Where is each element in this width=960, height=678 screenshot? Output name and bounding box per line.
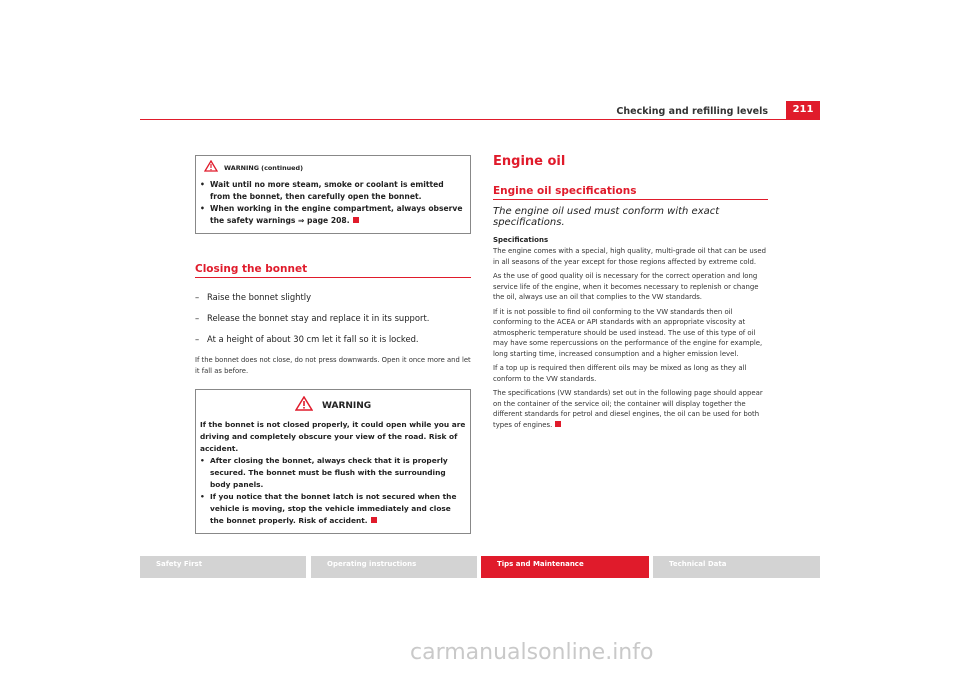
list-item: • Wait until no more steam, smoke or coolant is emitted from the bonnet, then carefully open the bonnet. xyxy=(200,179,466,203)
list-item: • When working in the engine compartment, always observe the safety warnings ⇒ page 208. xyxy=(200,204,463,225)
note-text: If the bonnet does not close, do not press downwards. Open it once more and let it fall as before. xyxy=(195,356,471,375)
lead-text: The engine oil used must conform with exact specifications. xyxy=(493,206,720,228)
section-title: Engine oil specifications xyxy=(493,185,768,200)
specifications-heading: Specifications xyxy=(493,236,549,244)
footer-tab-safety-first[interactable] xyxy=(140,556,306,578)
paragraph: If a top up is required then different oils may be mixed as long as they all conform to the VW standards. xyxy=(493,364,747,383)
watermark: carmanualsonline.info xyxy=(410,640,654,665)
warning-triangle-icon xyxy=(295,396,313,415)
footer-tab-technical-data[interactable] xyxy=(653,556,820,578)
warning-continued-label: WARNING (continued) xyxy=(224,164,303,172)
step-text: At a height of about 30 cm let it fall so it is locked. xyxy=(207,334,419,344)
warning-triangle-icon xyxy=(204,160,218,176)
warning-header xyxy=(200,396,466,415)
warning-continued-box xyxy=(195,155,471,234)
page-number: 211 xyxy=(786,101,820,119)
section-title: Closing the bonnet xyxy=(195,263,471,278)
warning-intro: If the bonnet is not closed properly, it could open while you are driving and completely obscure your view of the road. Risk of accident. xyxy=(200,420,466,453)
list-item: • After closing the bonnet, always check that it is properly secured. The bonnet must be flush with the surrounding body panels. xyxy=(200,455,466,491)
step-item: – At a height of about 30 cm let it fall so it is locked. xyxy=(195,334,419,344)
header-rule xyxy=(140,119,820,120)
paragraph: If it is not possible to find oil conforming to the VW standards then oil conforming to the ACEA or API standards with an appropriate viscosity at atmospheric temperature should be used instead. The use of this type of oil may have some repercussions on the performance of the engine for example, long starting time, increased consumption and a higher emission level. xyxy=(493,307,763,358)
left-column xyxy=(195,155,471,534)
end-mark-icon xyxy=(353,217,359,223)
warning-continued-header xyxy=(204,160,466,176)
footer-tab-operating-instructions[interactable] xyxy=(311,556,477,578)
end-mark-icon xyxy=(371,517,377,523)
step-item: – Release the bonnet stay and replace it in its support. xyxy=(195,313,430,323)
bullet-text: When working in the engine compartment, always observe the safety warnings ⇒ page 208. xyxy=(210,204,463,225)
bullet-text: Wait until no more steam, smoke or coolant is emitted from the bonnet, then carefully open the bonnet. xyxy=(210,180,444,201)
step-text: Raise the bonnet slightly xyxy=(207,292,312,302)
paragraph: The engine comes with a special, high quality, multi-grade oil that can be used in all seasons of the year except for those regions affected by extreme cold. xyxy=(493,247,766,266)
footer-tab-label: Safety First xyxy=(156,560,203,568)
footer-tab-label: Technical Data xyxy=(669,560,727,568)
warning-title: WARNING xyxy=(321,401,372,411)
bullet-text: After closing the bonnet, always check that it is properly secured. The bonnet must be flush with the surrounding body panels. xyxy=(210,456,448,489)
list-item: • If you notice that the bonnet latch is not secured when the vehicle is moving, stop the vehicle immediately and close the bonnet properly. Risk of accident. xyxy=(200,492,457,525)
warning-box xyxy=(195,389,471,534)
page-header-title: Checking and refilling levels xyxy=(616,106,768,117)
footer-tab-tips-maintenance[interactable] xyxy=(481,556,649,578)
paragraph: As the use of good quality oil is necessary for the correct operation and long service life of the engine, when it becomes necessary to replenish or change the oil, always use an oil that complies to the VW standards. xyxy=(493,272,759,301)
step-item: – Raise the bonnet slightly xyxy=(195,292,312,302)
footer-tab-label: Tips and Maintenance xyxy=(497,560,584,568)
end-mark-icon xyxy=(555,421,561,427)
bullet-text: If you notice that the bonnet latch is not secured when the vehicle is moving, stop the vehicle immediately and close the bonnet properly. Risk of accident. xyxy=(210,492,457,525)
paragraph-text: The specifications (VW standards) set out in the following page should appear on the container of the service oil; the container will display together the different standards for petrol and diesel engines, the oil can be used for both types of engines. xyxy=(493,389,763,429)
paragraph xyxy=(493,388,768,430)
step-text: Release the bonnet stay and replace it in its support. xyxy=(207,313,430,323)
chapter-title: Engine oil xyxy=(493,154,566,169)
footer-tab-label: Operating instructions xyxy=(327,560,417,568)
right-column xyxy=(493,154,768,434)
